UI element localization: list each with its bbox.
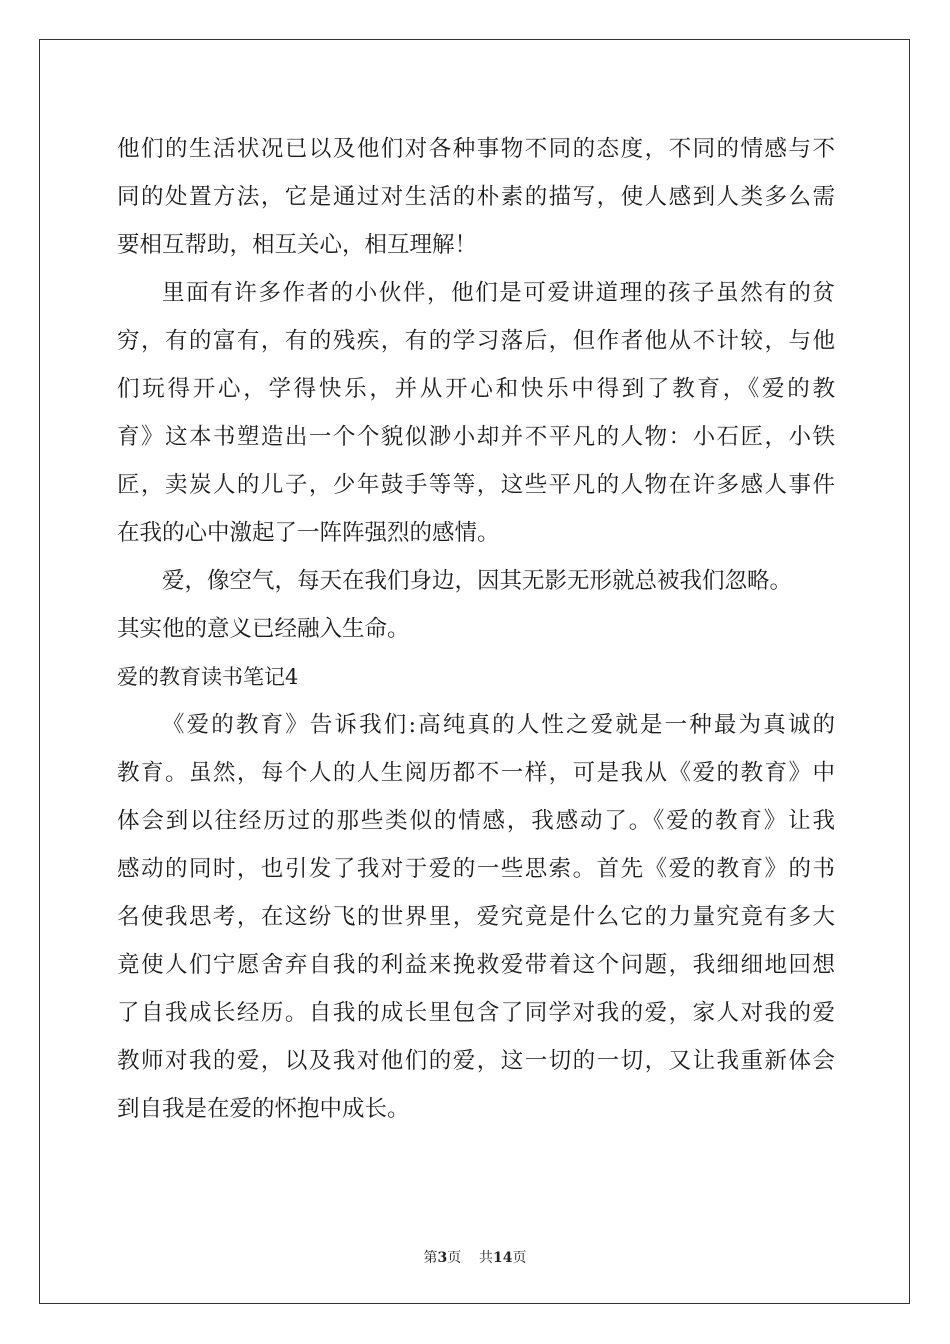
text-line: 体会到以往经历过的那些类似的情感，我感动了。《爱的教育》让我: [117, 808, 835, 834]
text-line: 教师对我的爱，以及我对他们的爱，这一切的一切，又让我重新体会: [117, 1048, 835, 1074]
text-line: 在我的心中激起了一阵阵强烈的感情。: [117, 520, 500, 546]
text-line: 他们的生活状况已以及他们对各种事物不同的态度，不同的情感与不: [117, 136, 835, 162]
text-line: 到自我是在爱的怀抱中成长。: [117, 1096, 410, 1122]
paragraph-4: [117, 701, 835, 1133]
paragraph-1: [117, 125, 835, 269]
document-body: [117, 125, 835, 1133]
page-number: 3: [437, 1250, 448, 1266]
text-line: 《爱的教育》告诉我们:高纯真的人性之爱就是一种最为真诚的: [162, 712, 835, 738]
section-heading: 爱的教育读书笔记4: [117, 665, 299, 689]
text-line: 了自我成长经历。自我的成长里包含了同学对我的爱，家人对我的爱: [117, 1000, 835, 1026]
page-prefix: 第: [423, 1250, 438, 1266]
text-line: 竟使人们宁愿舍弃自我的利益来挽救爱带着这个问题，我细细地回想: [117, 952, 835, 978]
text-line: 感动的同时，也引发了我对于爱的一些思索。首先《爱的教育》的书: [117, 856, 835, 882]
paragraph-3: [117, 557, 835, 653]
page-suffix: 页: [447, 1250, 462, 1266]
text-line: 里面有许多作者的小伙伴，他们是可爱讲道理的孩子虽然有的贫: [162, 280, 835, 306]
text-line: 同的处置方法，它是通过对生活的朴素的描写，使人感到人类多么需: [117, 184, 835, 210]
text-line: 爱，像空气，每天在我们身边，因其无影无形就总被我们忽略。: [162, 568, 793, 594]
total-pages: 14: [493, 1250, 513, 1266]
text-line: 名使我思考，在这纷飞的世界里，爱究竟是什么它的力量究竟有多大: [117, 904, 835, 930]
text-line: 穷，有的富有，有的残疾，有的学习落后，但作者他从不计较，与他: [117, 328, 835, 354]
page-footer: [0, 1247, 950, 1267]
text-line: 教育。虽然，每个人的人生阅历都不一样，可是我从《爱的教育》中: [117, 760, 835, 786]
text-line: 要相互帮助，相互关心，相互理解！: [117, 232, 478, 258]
text-line: 匠，卖炭人的儿子，少年鼓手等等，这些平凡的人物在许多感人事件: [117, 472, 835, 498]
text-line: 其实他的意义已经融入生命。: [117, 616, 410, 642]
paragraph-2: [117, 269, 835, 557]
total-prefix: 共: [479, 1250, 494, 1266]
total-suffix: 页: [512, 1250, 527, 1266]
text-line: 们玩得开心，学得快乐，并从开心和快乐中得到了教育，《爱的教: [117, 376, 835, 402]
text-line: 育》这本书塑造出一个个貌似渺小却并不平凡的人物：小石匠，小铁: [117, 424, 835, 450]
